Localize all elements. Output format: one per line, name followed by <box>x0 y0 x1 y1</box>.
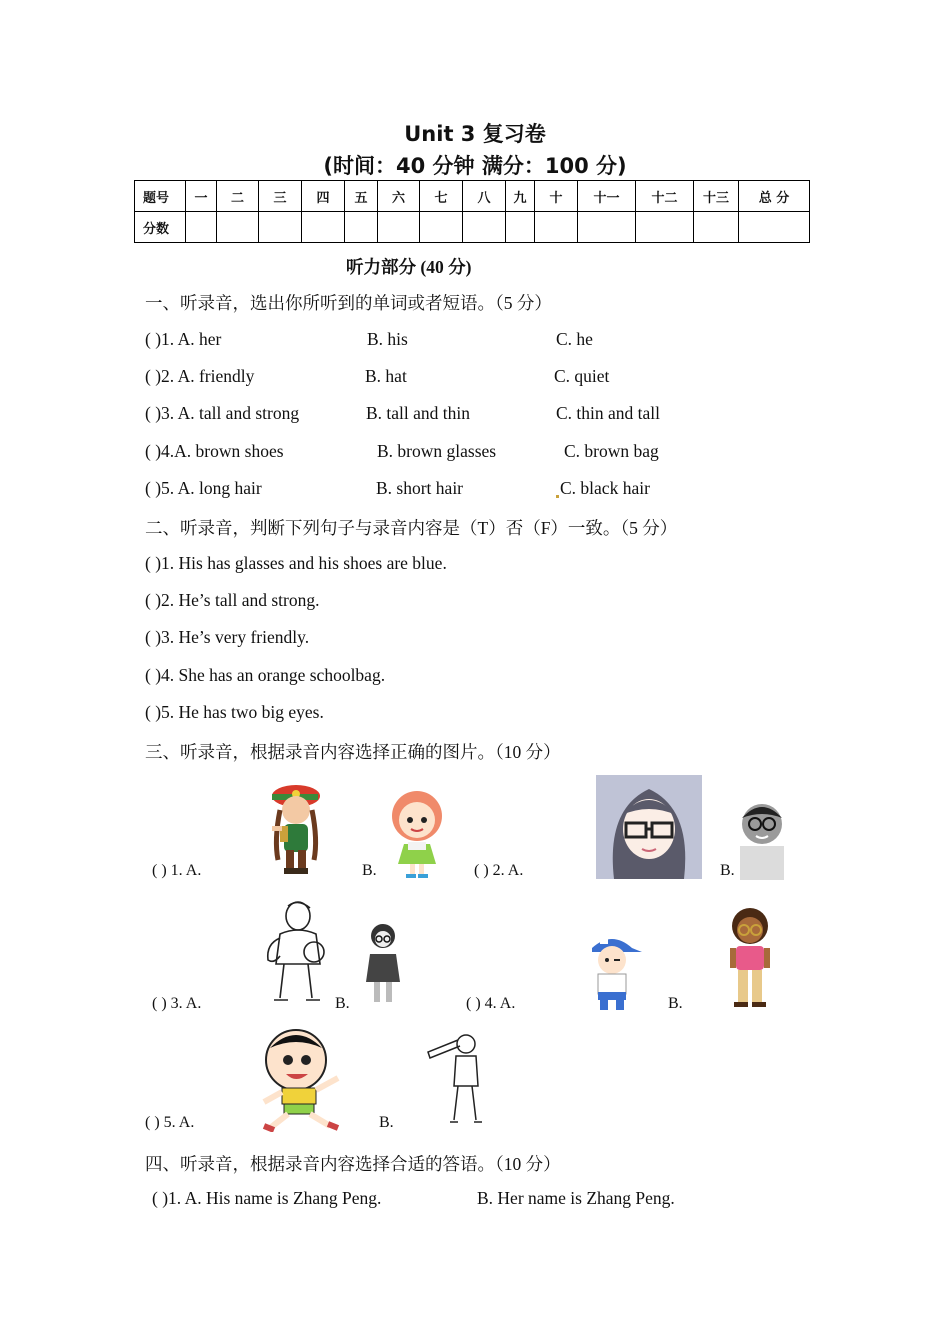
score-cell[interactable] <box>694 212 739 243</box>
page-subtitle: (时间：40 分钟 满分：100 分) <box>323 154 627 178</box>
boy-big-head-running-image <box>256 1028 352 1132</box>
score-col: 十 <box>535 181 578 212</box>
score-table-score-row <box>135 212 810 243</box>
score-table <box>134 180 810 243</box>
girl-red-hair-image <box>386 788 448 880</box>
score-cell[interactable] <box>259 212 302 243</box>
score-col: 五 <box>345 181 378 212</box>
s3-q2b-label: B. <box>720 862 735 879</box>
score-col: 六 <box>378 181 420 212</box>
s2-item-1: ( )1. His has glasses and his shoes are blue. <box>145 553 447 573</box>
s4-item-1-b: B. Her name is Zhang Peng. <box>477 1188 675 1208</box>
s2-item-4: ( )4. She has an orange schoolbag. <box>145 665 386 685</box>
s1-item-5-b: B. short hair <box>376 478 464 498</box>
s1-item-5-c-text: C. black hair <box>560 478 650 498</box>
score-col: 二 <box>217 181 259 212</box>
s3-q4b-label: B. <box>668 995 683 1012</box>
score-cell[interactable] <box>186 212 217 243</box>
score-cell[interactable] <box>506 212 535 243</box>
s2-item-3: ( )3. He’s very friendly. <box>145 627 310 647</box>
s1-item-3-a: ( )3. A. tall and strong <box>145 403 300 423</box>
s1-item-3-c: C. thin and tall <box>556 403 661 423</box>
s3-q2-label: ( ) 2. A. <box>474 862 524 879</box>
s4-item-1-a: ( )1. A. His name is Zhang Peng. <box>152 1188 382 1208</box>
boy-cap-sporty-image <box>578 930 648 1012</box>
s1-item-4-c: C. brown bag <box>564 441 659 461</box>
score-cell[interactable] <box>302 212 345 243</box>
s2-item-2: ( )2. He’s tall and strong. <box>145 590 320 610</box>
s1-item-1-c: C. he <box>556 329 593 349</box>
girl-hat-pigtails-image <box>258 780 330 878</box>
s2-item-5: ( )5. He has two big eyes. <box>145 702 324 722</box>
s3-q1b-label: B. <box>362 862 377 879</box>
s1-item-1-b: B. his <box>367 329 408 349</box>
section-2-heading: 二、听录音，判断下列句子与录音内容是（T）否（F）一致。（5 分） <box>145 518 678 538</box>
s3-q1-label: ( ) 1. A. <box>152 862 202 879</box>
score-table-header-label: 题号 <box>135 181 186 212</box>
man-telescope-sketch-image <box>420 1030 486 1124</box>
score-col: 一 <box>186 181 217 212</box>
score-cell[interactable] <box>535 212 578 243</box>
boy-glasses-gray-image <box>736 798 788 880</box>
score-cell[interactable] <box>578 212 636 243</box>
score-cell[interactable] <box>217 212 259 243</box>
score-col: 九 <box>506 181 535 212</box>
s3-q4-label: ( ) 4. A. <box>466 995 516 1012</box>
accent-dot <box>556 495 559 498</box>
s3-q5-label: ( ) 5. A. <box>145 1114 195 1131</box>
score-cell[interactable] <box>739 212 810 243</box>
page-title: Unit 3 复习卷 <box>404 122 546 146</box>
score-cell[interactable] <box>636 212 694 243</box>
s3-q5b-label: B. <box>379 1114 394 1131</box>
s1-item-4-a: ( )4.A. brown shoes <box>145 441 284 461</box>
section-4-heading: 四、听录音，根据录音内容选择合适的答语。（10 分） <box>145 1154 561 1174</box>
score-col: 四 <box>302 181 345 212</box>
section-1-heading: 一、听录音，选出你所听到的单词或者短语。（5 分） <box>145 293 552 313</box>
s1-item-2-c: C. quiet <box>554 366 610 386</box>
s1-item-2-a: ( )2. A. friendly <box>145 366 255 386</box>
score-col: 十三 <box>694 181 739 212</box>
s1-item-3-b: B. tall and thin <box>366 403 471 423</box>
score-cell[interactable] <box>378 212 420 243</box>
part-title: 听力部分 (40 分) <box>346 257 472 277</box>
s1-item-1-a: ( )1. A. her <box>145 329 222 349</box>
s3-q3b-label: B. <box>335 995 350 1012</box>
girl-glasses-long-hair-image <box>596 775 702 879</box>
score-table-row-label: 分数 <box>135 212 186 243</box>
score-col: 八 <box>463 181 506 212</box>
score-col: 三 <box>259 181 302 212</box>
score-cell[interactable] <box>463 212 506 243</box>
score-col-total: 总 分 <box>739 181 810 212</box>
score-col: 十二 <box>636 181 694 212</box>
s3-q3-label: ( ) 3. A. <box>152 995 202 1012</box>
s1-item-2-b: B. hat <box>365 366 407 386</box>
score-col: 七 <box>420 181 463 212</box>
girl-bw-glasses-image <box>360 920 406 1008</box>
score-table-header-row <box>135 181 810 212</box>
boy-muscle-ball-sketch-image <box>262 898 330 1010</box>
s1-item-5-a: ( )5. A. long hair <box>145 478 262 498</box>
score-cell[interactable] <box>420 212 463 243</box>
s1-item-5-c <box>556 478 650 499</box>
score-cell[interactable] <box>345 212 378 243</box>
s1-item-4-b: B. brown glasses <box>377 441 497 461</box>
section-3-heading: 三、听录音，根据录音内容选择正确的图片。（10 分） <box>145 742 561 762</box>
score-col: 十一 <box>578 181 636 212</box>
boy-glasses-pink-shirt-image <box>722 904 778 1008</box>
